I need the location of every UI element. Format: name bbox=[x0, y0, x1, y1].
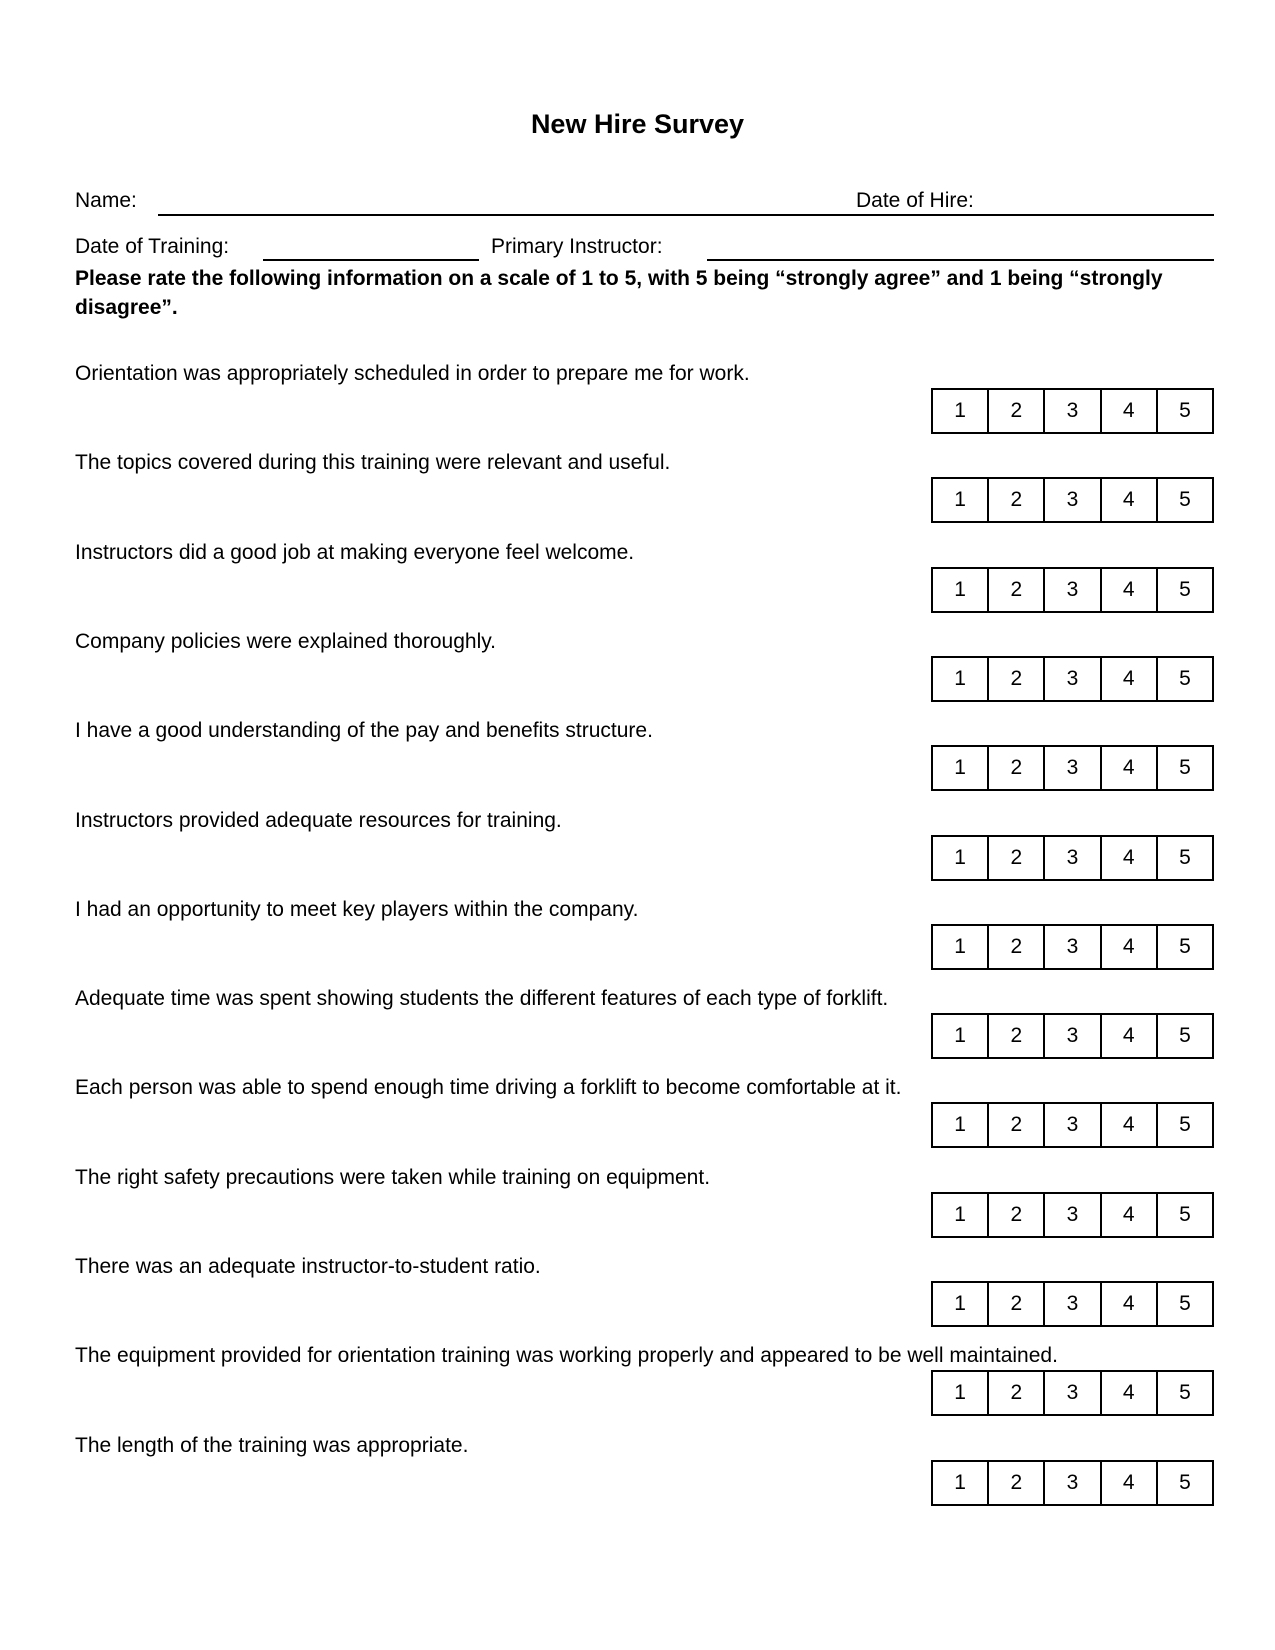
page-title: New Hire Survey bbox=[530, 109, 745, 139]
question-text: Instructors did a good job at making everyone feel welcome. bbox=[75, 541, 635, 564]
rating-option-1[interactable]: 1 bbox=[954, 578, 966, 601]
rating-option-3[interactable]: 3 bbox=[1043, 1104, 1099, 1146]
rating-option-1[interactable]: 1 bbox=[954, 1292, 966, 1315]
question-text: Company policies were explained thoroughly. bbox=[75, 630, 497, 653]
rating-option-2[interactable]: 2 bbox=[987, 658, 1043, 700]
rating-option-1[interactable]: 1 bbox=[954, 1203, 966, 1226]
rating-option-3[interactable]: 3 bbox=[1043, 569, 1099, 611]
rating-option-1[interactable]: 1 bbox=[954, 1024, 966, 1047]
question-text: Instructors provided adequate resources for training. bbox=[75, 809, 562, 832]
rating-option-5[interactable]: 5 bbox=[1156, 1015, 1212, 1057]
rating-option-2[interactable]: 2 bbox=[987, 1283, 1043, 1325]
rating-scale bbox=[931, 1192, 1214, 1238]
rating-option-5[interactable]: 5 bbox=[1156, 926, 1212, 968]
rating-option-4[interactable]: 4 bbox=[1100, 479, 1156, 521]
question-text: Adequate time was spent showing students the different features of each type of forklift. bbox=[75, 987, 889, 1010]
rating-option-5[interactable]: 5 bbox=[1156, 837, 1212, 879]
rating-option-2[interactable]: 2 bbox=[987, 1104, 1043, 1146]
rating-option-4[interactable]: 4 bbox=[1100, 1283, 1156, 1325]
rating-option-5[interactable]: 5 bbox=[1156, 569, 1212, 611]
rating-option-5[interactable]: 5 bbox=[1156, 747, 1212, 789]
question-text: Orientation was appropriately scheduled in order to prepare me for work. bbox=[75, 362, 750, 385]
rating-option-2[interactable]: 2 bbox=[987, 1372, 1043, 1414]
rating-option-2[interactable]: 2 bbox=[987, 1194, 1043, 1236]
rating-option-2[interactable]: 2 bbox=[987, 569, 1043, 611]
date-of-hire-label: Date of Hire: bbox=[856, 189, 974, 212]
question-text: The length of the training was appropriate. bbox=[75, 1434, 469, 1457]
rating-option-4[interactable]: 4 bbox=[1100, 1372, 1156, 1414]
rating-option-3[interactable]: 3 bbox=[1043, 1015, 1099, 1057]
rating-option-3[interactable]: 3 bbox=[1043, 926, 1099, 968]
rating-option-3[interactable]: 3 bbox=[1043, 1283, 1099, 1325]
question-text: I have a good understanding of the pay and benefits structure. bbox=[75, 719, 653, 742]
rating-option-2[interactable]: 2 bbox=[987, 837, 1043, 879]
rating-option-1[interactable]: 1 bbox=[954, 756, 966, 779]
rating-option-3[interactable]: 3 bbox=[1043, 390, 1099, 432]
rating-option-1[interactable]: 1 bbox=[954, 667, 966, 690]
rating-option-4[interactable]: 4 bbox=[1100, 1104, 1156, 1146]
rating-option-5[interactable]: 5 bbox=[1156, 479, 1212, 521]
rating-option-1[interactable]: 1 bbox=[954, 1381, 966, 1404]
rating-option-2[interactable]: 2 bbox=[987, 747, 1043, 789]
question-text: The topics covered during this training were relevant and useful. bbox=[75, 451, 671, 474]
rating-option-3[interactable]: 3 bbox=[1043, 658, 1099, 700]
question-text: The right safety precautions were taken while training on equipment. bbox=[75, 1166, 711, 1189]
rating-option-3[interactable]: 3 bbox=[1043, 747, 1099, 789]
rating-option-5[interactable]: 5 bbox=[1156, 1104, 1212, 1146]
date-of-training-label: Date of Training: bbox=[75, 235, 230, 258]
question-text: I had an opportunity to meet key players within the company. bbox=[75, 898, 639, 921]
rating-option-5[interactable]: 5 bbox=[1156, 658, 1212, 700]
date-of-training-field[interactable] bbox=[263, 259, 479, 261]
rating-scale bbox=[931, 1102, 1214, 1148]
rating-option-1[interactable]: 1 bbox=[954, 1471, 966, 1494]
rating-option-3[interactable]: 3 bbox=[1043, 1462, 1099, 1504]
rating-option-2[interactable]: 2 bbox=[987, 1015, 1043, 1057]
rating-scale bbox=[931, 924, 1214, 970]
rating-option-4[interactable]: 4 bbox=[1100, 837, 1156, 879]
rating-option-3[interactable]: 3 bbox=[1043, 1194, 1099, 1236]
rating-scale bbox=[931, 745, 1214, 791]
rating-option-2[interactable]: 2 bbox=[987, 479, 1043, 521]
rating-option-2[interactable]: 2 bbox=[987, 1462, 1043, 1504]
question-text: The equipment provided for orientation training was working properly and appeared to be well maintained. bbox=[75, 1344, 1058, 1367]
rating-option-1[interactable]: 1 bbox=[954, 399, 966, 422]
rating-option-1[interactable]: 1 bbox=[954, 488, 966, 511]
rating-option-3[interactable]: 3 bbox=[1043, 479, 1099, 521]
question-text: Each person was able to spend enough time driving a forklift to become comfortable at it. bbox=[75, 1076, 902, 1099]
rating-option-5[interactable]: 5 bbox=[1156, 1372, 1212, 1414]
rating-option-4[interactable]: 4 bbox=[1100, 658, 1156, 700]
rating-scale bbox=[931, 1013, 1214, 1059]
primary-instructor-field[interactable] bbox=[707, 259, 1214, 261]
rating-option-4[interactable]: 4 bbox=[1100, 1194, 1156, 1236]
rating-scale bbox=[931, 567, 1214, 613]
rating-scale bbox=[931, 388, 1214, 434]
primary-instructor-label: Primary Instructor: bbox=[491, 235, 663, 258]
rating-option-2[interactable]: 2 bbox=[987, 926, 1043, 968]
rating-option-3[interactable]: 3 bbox=[1043, 837, 1099, 879]
instructions-text: Please rate the following information on a scale of 1 to 5, with 5 being “strongly agree” and 1 being “strongly disagree”. bbox=[75, 267, 1163, 319]
rating-option-4[interactable]: 4 bbox=[1100, 1015, 1156, 1057]
rating-scale bbox=[931, 1460, 1214, 1506]
rating-option-5[interactable]: 5 bbox=[1156, 390, 1212, 432]
rating-option-4[interactable]: 4 bbox=[1100, 1462, 1156, 1504]
name-label: Name: bbox=[75, 189, 137, 212]
rating-option-4[interactable]: 4 bbox=[1100, 390, 1156, 432]
rating-scale bbox=[931, 656, 1214, 702]
rating-scale bbox=[931, 1370, 1214, 1416]
rating-option-5[interactable]: 5 bbox=[1156, 1283, 1212, 1325]
rating-option-1[interactable]: 1 bbox=[954, 935, 966, 958]
rating-option-5[interactable]: 5 bbox=[1156, 1462, 1212, 1504]
rating-option-3[interactable]: 3 bbox=[1043, 1372, 1099, 1414]
rating-option-4[interactable]: 4 bbox=[1100, 926, 1156, 968]
rating-option-2[interactable]: 2 bbox=[987, 390, 1043, 432]
question-text: There was an adequate instructor-to-student ratio. bbox=[75, 1255, 541, 1278]
rating-option-5[interactable]: 5 bbox=[1156, 1194, 1212, 1236]
rating-scale bbox=[931, 477, 1214, 523]
rating-option-4[interactable]: 4 bbox=[1100, 569, 1156, 611]
rating-option-4[interactable]: 4 bbox=[1100, 747, 1156, 789]
rating-option-1[interactable]: 1 bbox=[954, 1113, 966, 1136]
name-field[interactable] bbox=[158, 214, 1214, 216]
rating-option-1[interactable]: 1 bbox=[954, 846, 966, 869]
rating-scale bbox=[931, 835, 1214, 881]
rating-scale bbox=[931, 1281, 1214, 1327]
